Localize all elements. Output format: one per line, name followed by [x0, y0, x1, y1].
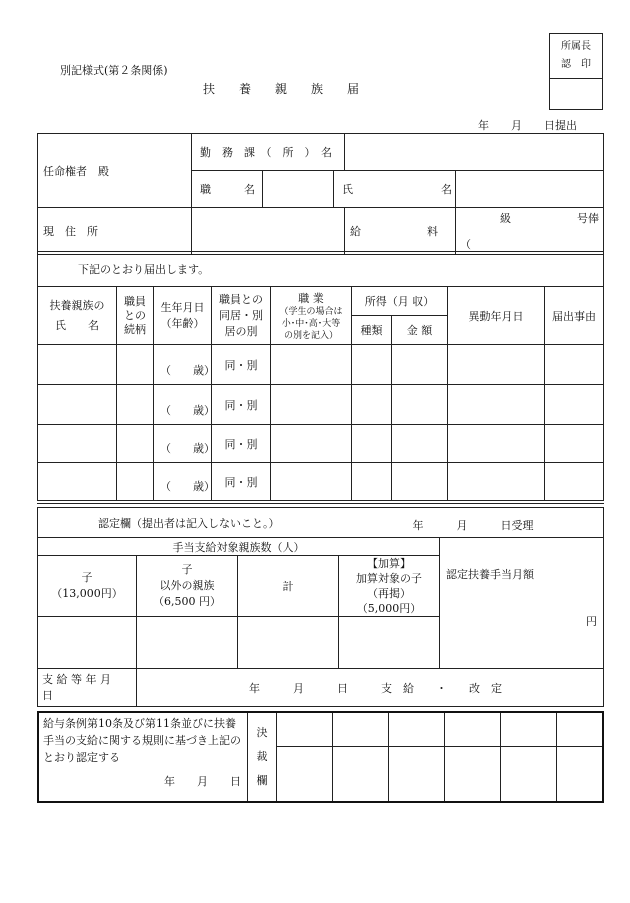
col-cohabit: 職員との 同居・別 居の別 [212, 287, 271, 345]
row-relation[interactable] [117, 463, 154, 501]
dept-value[interactable] [344, 134, 603, 171]
col-reason: 届出事由 [545, 287, 604, 345]
decision-table [37, 711, 604, 803]
grade-label: 級 号俸 [500, 212, 599, 225]
seal-cell[interactable] [277, 712, 333, 746]
other-header: 子 以外の親族 （6,500 円） [137, 556, 238, 617]
appointer: 任命権者 殿 [38, 134, 192, 208]
table-row [38, 385, 604, 425]
row-name[interactable] [38, 463, 117, 501]
seal-cell[interactable] [501, 712, 557, 746]
row-income-kind[interactable] [352, 345, 392, 385]
form-title: 扶 養 親 族 届 [203, 82, 360, 96]
row-job[interactable] [271, 463, 352, 501]
row-cohabit[interactable]: 同・別 [212, 463, 271, 501]
job-label: 職 名 [192, 171, 263, 208]
row-reason[interactable] [545, 463, 604, 501]
row-age[interactable]: （ 歳） [154, 345, 212, 385]
row-relation[interactable] [117, 345, 154, 385]
approval-stamp-box [549, 33, 603, 110]
row-job[interactable] [271, 425, 352, 463]
job-value[interactable] [263, 171, 334, 208]
col-income-kind: 種類 [352, 316, 392, 345]
total-count[interactable] [238, 617, 339, 669]
seal-cell[interactable] [389, 712, 445, 746]
row-job[interactable] [271, 345, 352, 385]
address-value[interactable] [192, 208, 345, 255]
monthly-label: 認定扶養手当月額 [446, 568, 534, 581]
addition-header: 【加算】 加算対象の子 （再掲） （5,000円） [339, 556, 440, 617]
cert-label: 認定欄（提出者は記入しないこと。） [98, 516, 280, 530]
col-income-amount: 金 額 [392, 316, 448, 345]
child-header: 子 （13,000円） [38, 556, 137, 617]
col-income: 所得（月 収） [352, 287, 448, 316]
col-relation: 職員 との 続柄 [117, 287, 154, 345]
row-reason[interactable] [545, 425, 604, 463]
row-income-kind[interactable] [352, 425, 392, 463]
count-header: 手当支給対象親族数（人） [38, 538, 440, 556]
col-birth: 生年月日 （年齢） [154, 287, 212, 345]
cert-received: 年 月 日受理 [412, 518, 534, 532]
child-count[interactable] [38, 617, 137, 669]
row-income-amount[interactable] [392, 385, 448, 425]
certification-table [37, 507, 604, 707]
name-value[interactable] [455, 171, 603, 208]
row-income-kind[interactable] [352, 385, 392, 425]
submit-date: 年 月 日提出 [478, 119, 577, 132]
row-name[interactable] [38, 385, 117, 425]
col-job: 職 業 [298, 291, 324, 305]
seal-cell[interactable] [445, 712, 501, 746]
dept-label: 勤 務 課 （ 所 ） 名 [192, 134, 345, 171]
row-age[interactable]: （ 歳） [154, 463, 212, 501]
seal-cell[interactable] [333, 712, 389, 746]
col-name: 扶養親族の 氏 名 [38, 287, 117, 345]
decision-date: 年 月 日 [164, 775, 241, 788]
row-change-date[interactable] [448, 463, 545, 501]
other-count[interactable] [137, 617, 238, 669]
seal-cell[interactable] [389, 746, 445, 802]
payment-text: 年 月 日 支 給 ・ 改 定 [137, 669, 604, 707]
table-row [38, 463, 604, 501]
row-name[interactable] [38, 345, 117, 385]
row-change-date[interactable] [448, 385, 545, 425]
seal-cell[interactable] [501, 746, 557, 802]
yen-label: 円 [586, 615, 597, 628]
seal-cell[interactable] [445, 746, 501, 802]
decision-text: 給与条例第10条及び第11条並びに扶養手当の支給に関する規則に基づき上記のとおり認定する [43, 717, 241, 764]
seal-cell[interactable] [333, 746, 389, 802]
table-row [38, 345, 604, 385]
row-relation[interactable] [117, 425, 154, 463]
row-cohabit[interactable]: 同・別 [212, 345, 271, 385]
total-header: 計 [238, 556, 339, 617]
payment-label: 支 給 等 年 月 日 [38, 669, 137, 707]
addition-count[interactable] [339, 617, 440, 669]
grade-paren: （ [459, 238, 471, 251]
row-cohabit[interactable]: 同・別 [212, 425, 271, 463]
approval-line-2: 認 印 [561, 59, 591, 70]
seal-cell[interactable] [277, 746, 333, 802]
row-change-date[interactable] [448, 345, 545, 385]
decision-col-label: 決 裁 欄 [248, 712, 277, 802]
form-label: 別記様式(第２条関係) [60, 64, 168, 77]
seal-cell[interactable] [557, 712, 604, 746]
row-reason[interactable] [545, 345, 604, 385]
approval-line-1: 所属長 [561, 41, 591, 52]
family-table [37, 251, 604, 501]
row-age[interactable]: （ 歳） [154, 385, 212, 425]
double-line-separator [37, 503, 604, 504]
row-change-date[interactable] [448, 425, 545, 463]
row-age[interactable]: （ 歳） [154, 425, 212, 463]
applicant-info-table [37, 133, 604, 255]
seal-cell[interactable] [557, 746, 604, 802]
stamp-space[interactable] [550, 79, 603, 110]
row-reason[interactable] [545, 385, 604, 425]
salary-label: 給 料 [344, 208, 455, 255]
name-label: 氏 名 [334, 171, 456, 208]
col-change-date: 異動年月日 [448, 287, 545, 345]
row-income-kind[interactable] [352, 463, 392, 501]
col-job-note: （学生の場合は 小･中･高･大等 の別を記入） [279, 306, 343, 341]
row-name[interactable] [38, 425, 117, 463]
row-income-amount[interactable] [392, 463, 448, 501]
address-label: 現 住 所 [38, 208, 192, 255]
row-job[interactable] [271, 385, 352, 425]
row-relation[interactable] [117, 385, 154, 425]
notice: 下記のとおり届出します。 [38, 252, 604, 287]
row-income-amount[interactable] [392, 345, 448, 385]
table-row [38, 425, 604, 463]
row-cohabit[interactable]: 同・別 [212, 385, 271, 425]
row-income-amount[interactable] [392, 425, 448, 463]
